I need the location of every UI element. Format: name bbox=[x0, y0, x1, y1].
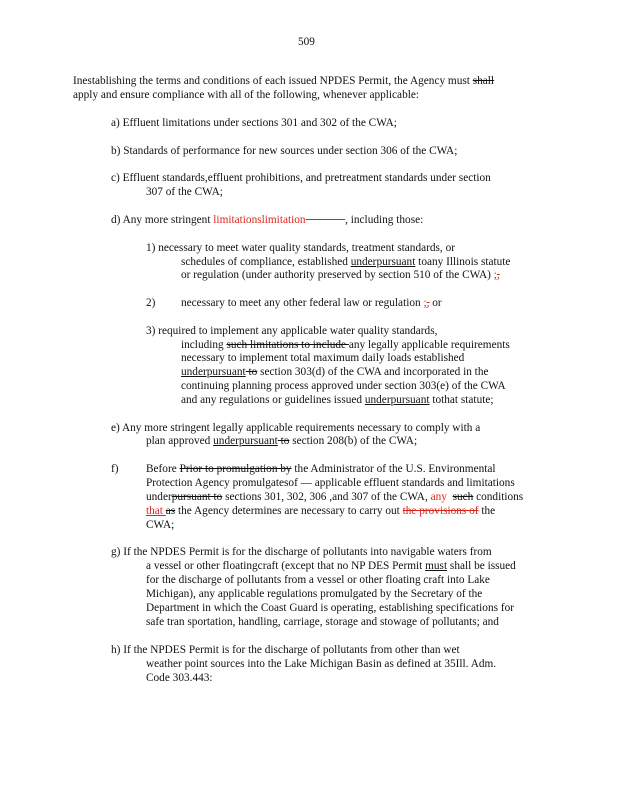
struck-comma: , bbox=[496, 269, 500, 281]
item-d bbox=[111, 214, 423, 227]
intro-line-1 bbox=[73, 75, 494, 88]
text: necessary to meet any other federal law or regulation bbox=[181, 297, 424, 309]
item-e-line-1: e) Any more stringent legally applicable requirements necessary to comply with a bbox=[111, 422, 481, 434]
text: or regulation (under authority preserved by section 510 of the CWA) bbox=[181, 269, 494, 281]
underlined-pursuant: underpursuant bbox=[350, 256, 416, 268]
item-g-line-1: g) If the NPDES Permit is for the discharge of pollutants into navigable waters from bbox=[111, 546, 492, 558]
item-f-label: f) bbox=[111, 463, 119, 475]
struck-text: such limitations to include bbox=[226, 339, 349, 351]
item-g-line-2 bbox=[146, 560, 516, 573]
item-d2-line bbox=[181, 297, 442, 310]
struck-blank bbox=[306, 214, 346, 226]
item-a: a) Effluent limitations under sections 301 and 302 of the CWA; bbox=[111, 117, 397, 129]
text: shall be issued bbox=[447, 560, 516, 572]
item-d3-line-5: continuing planning process approved under section 303(e) of the CWA bbox=[181, 380, 506, 392]
text: the Administrator of the U.S. Environmental bbox=[291, 463, 496, 475]
struck-shall: shall bbox=[472, 75, 495, 87]
page-number: 509 bbox=[298, 36, 315, 48]
text: and any regulations or guidelines issued bbox=[181, 394, 365, 406]
struck-to: to bbox=[245, 366, 258, 378]
item-g-line-4: Michigan), any applicable regulations promulgated by the Secretary of the bbox=[146, 588, 483, 600]
item-d3-line-1: 3) required to implement any applicable water quality standards, bbox=[146, 325, 438, 337]
item-h-line-3: Code 303.443: bbox=[146, 672, 213, 684]
underlined-pursuant: underpursuant bbox=[364, 394, 430, 406]
item-d2-label: 2) bbox=[146, 297, 156, 309]
text: section 303(d) of the CWA and incorporated in the bbox=[257, 366, 489, 378]
struck-such: such bbox=[452, 491, 474, 503]
struck-comma: , bbox=[426, 297, 430, 309]
text: section 208(b) of the CWA; bbox=[289, 435, 418, 447]
text: tothat statute; bbox=[429, 394, 494, 406]
item-d3-line-2 bbox=[181, 339, 510, 352]
text: toany Illinois statute bbox=[415, 256, 511, 268]
text: Before bbox=[146, 463, 180, 475]
item-f-line-3 bbox=[146, 491, 523, 504]
underlined-pursuant: underpursuant bbox=[181, 366, 246, 378]
underlined-pursuant: underpursuant bbox=[213, 435, 278, 447]
struck-pursuant-to: pursuant to bbox=[171, 491, 223, 503]
item-d1-line-2 bbox=[181, 256, 510, 269]
item-d3-line-4 bbox=[181, 366, 488, 379]
item-f-line-2: Protection Agency promulgatesof — applicable effluent standards and limitations bbox=[146, 477, 515, 489]
inserted-semicolon: ; bbox=[423, 297, 427, 309]
item-d-text-end: , including those: bbox=[345, 214, 424, 226]
item-h-line-1: h) If the NPDES Permit is for the discharge of pollutants from other than wet bbox=[111, 644, 460, 656]
item-c-line-2: 307 of the CWA; bbox=[146, 186, 223, 198]
inserted-semicolon: ; bbox=[493, 269, 497, 281]
text: or bbox=[429, 297, 442, 309]
item-g-line-6: safe tran sportation, handling, carriage, storage and stowage of pollutants; and bbox=[146, 616, 499, 628]
struck-to: to bbox=[277, 435, 290, 447]
item-g-line-3: for the discharge of pollutants from a vessel or other floating craft into Lake bbox=[146, 574, 490, 586]
item-d-text: d) Any more stringent bbox=[111, 214, 214, 226]
item-f-line-1 bbox=[146, 463, 496, 476]
text: the bbox=[478, 505, 496, 517]
text: any legally applicable requirements bbox=[348, 339, 510, 351]
underlined-must: must bbox=[425, 560, 448, 572]
text: a vessel or other floatingcraft (except that no NP DES Permit bbox=[146, 560, 426, 572]
struck-as: as bbox=[165, 505, 176, 517]
intro-text: Inestablishing the terms and conditions of each issued NPDES Permit, the Agency must bbox=[73, 75, 473, 87]
item-d1-line-1: 1) necessary to meet water quality standards, treatment standards, or bbox=[146, 242, 455, 254]
item-h-line-2: weather point sources into the Lake Michigan Basin as defined at 35Ill. Adm. bbox=[146, 658, 497, 670]
item-d1-line-3 bbox=[181, 269, 500, 282]
inserted-that: that bbox=[146, 505, 166, 517]
text: under bbox=[146, 491, 172, 503]
item-f-line-4 bbox=[146, 505, 495, 518]
text: conditions bbox=[473, 491, 524, 503]
item-g-line-5: Department in which the Coast Guard is operating, establishing specifications for bbox=[146, 602, 514, 614]
struck-text: Prior to promulgation by bbox=[179, 463, 292, 475]
item-e-line-2 bbox=[146, 435, 417, 448]
text: schedules of compliance, established bbox=[181, 256, 351, 268]
text: plan approved bbox=[146, 435, 214, 447]
text: the Agency determines are necessary to carry out bbox=[175, 505, 403, 517]
inserted-any: any bbox=[430, 491, 447, 503]
struck-the-provisions-of: the provisions of bbox=[402, 505, 479, 517]
item-c-line-1: c) Effluent standards,effluent prohibitions, and pretreatment standards under section bbox=[111, 172, 491, 184]
inserted-limitations: limitationslimitation bbox=[213, 214, 306, 226]
text: sections 301, 302, 306 ,and 307 of the CWA, bbox=[222, 491, 431, 503]
item-d3-line-3: necessary to implement total maximum daily loads established bbox=[181, 352, 465, 364]
item-d3-line-6 bbox=[181, 394, 494, 407]
item-f-line-5: CWA; bbox=[146, 519, 175, 531]
text: including bbox=[181, 339, 227, 351]
intro-line-2: apply and ensure compliance with all of the following, whenever applicable: bbox=[73, 89, 420, 101]
item-b: b) Standards of performance for new sources under section 306 of the CWA; bbox=[111, 145, 458, 157]
